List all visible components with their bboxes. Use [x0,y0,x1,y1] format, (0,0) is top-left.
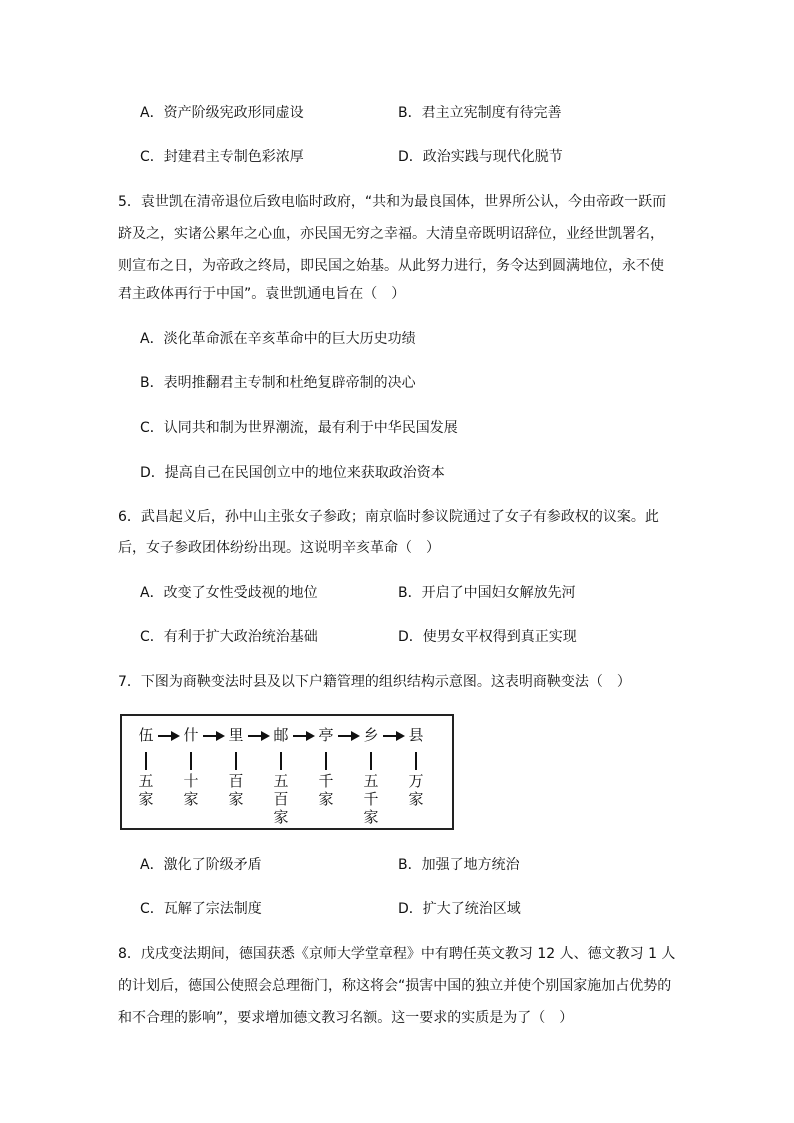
household-structure-diagram [120,714,454,830]
arrow-right-icon [338,729,360,743]
q5-stem-line-3: 则宣布之日，为帝政之终局，即民国之始基。从此努力进行，务令达到圆满地位，永不使 [118,258,664,274]
q7-option-b: B．加强了地方统治 [398,857,520,873]
connector-line [145,752,147,770]
households-xian: 万 家 [408,772,424,808]
q6-option-c: C．有利于扩大政治统治基础 [140,629,318,645]
connector-line [370,752,372,770]
connector-line [415,752,417,770]
q4-option-b: B．君主立宪制度有待完善 [398,105,562,121]
q5-option-b: B．表明推翻君主专制和杜绝复辟帝制的决心 [140,375,416,391]
households-wu: 五 家 [138,772,154,808]
households-li: 百 家 [228,772,244,808]
arrow-right-icon [383,729,405,743]
q6-option-d: D．使男女平权得到真正实现 [398,629,577,645]
unit-wu: 伍 [138,726,154,744]
q8-stem-line-2: 的计划后，德国公使照会总理衙门，称这将会“损害中国的独立并使个别国家施加占优势的 [118,978,672,994]
q6-option-b: B．开启了中国妇女解放先河 [398,585,576,601]
unit-shi: 什 [183,726,199,744]
arrow-right-icon [158,729,180,743]
q5-option-d: D．提高自己在民国创立中的地位来获取政治资本 [140,465,445,481]
connector-line [325,752,327,770]
households-shi: 十 家 [183,772,199,808]
q4-option-a: A．资产阶级宪政形同虚设 [140,105,304,121]
q6-stem-line-1: 6．武昌起义后，孙中山主张女子参政；南京临时参议院通过了女子有参政权的议案。此 [118,509,659,525]
unit-li: 里 [228,726,244,744]
q7-option-c: C．瓦解了宗法制度 [140,901,262,917]
q5-option-c: C．认同共和制为世界潮流，最有利于中华民国发展 [140,420,458,436]
q7-stem: 7．下图为商鞅变法时县及以下户籍管理的组织结构示意图。这表明商鞅变法（ ） [118,674,631,690]
connector-line [235,752,237,770]
unit-you: 邮 [273,726,289,744]
unit-ting: 亭 [318,726,334,744]
households-ting: 千 家 [318,772,334,808]
q8-stem-line-1: 8．戊戌变法期间，德国获悉《京师大学堂章程》中有聘任英文教习 12 人、德文教习 1 人 [118,946,676,962]
q4-option-c: C．封建君主专制色彩浓厚 [140,149,304,165]
unit-xian: 县 [408,726,424,744]
q6-stem-line-2: 后，女子参政团体纷纷出现。这说明辛亥革命（ ） [118,540,440,556]
q5-stem-line-4: 君主政体再行于中国”。袁世凯通电旨在（ ） [118,286,406,302]
arrow-right-icon [248,729,270,743]
q5-stem-line-1: 5．袁世凯在清帝退位后致电临时政府，“共和为最良国体，世界所公认，今由帝政一跃而 [118,194,667,210]
q7-option-d: D．扩大了统治区域 [398,901,521,917]
unit-xiang: 乡 [363,726,379,744]
households-xiang: 五 千 家 [363,772,379,826]
q5-option-a: A．淡化革命派在辛亥革命中的巨大历史功绩 [140,331,416,347]
arrow-right-icon [203,729,225,743]
q5-stem-line-2: 跻及之，实诸公累年之心血，亦民国无穷之幸福。大清皇帝既明诏辞位，业经世凯署名， [118,226,664,242]
q8-stem-line-3: 和不合理的影响”，要求增加德文教习名额。这一要求的实质是为了（ ） [118,1010,574,1026]
q6-option-a: A．改变了女性受歧视的地位 [140,585,318,601]
arrow-right-icon [293,729,315,743]
households-you: 五 百 家 [273,772,289,826]
q4-option-d: D．政治实践与现代化脱节 [398,149,563,165]
connector-line [190,752,192,770]
connector-line [280,752,282,770]
q7-option-a: A．激化了阶级矛盾 [140,857,262,873]
